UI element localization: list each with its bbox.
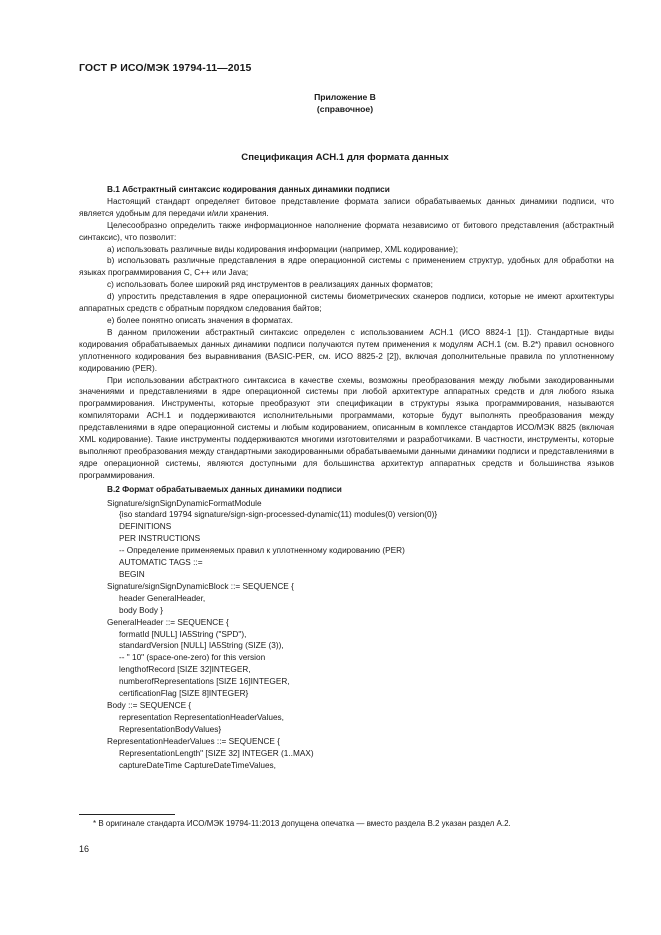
- code-line: body Body }: [119, 605, 164, 615]
- code-line: Signature/signSignDynamicFormatModule: [107, 498, 262, 508]
- subsection-heading-b2: В.2 Формат обрабатываемых данных динамики подписи: [107, 484, 342, 494]
- annex-type: (справочное): [316, 104, 374, 114]
- code-line: PER INSTRUCTIONS: [119, 534, 201, 544]
- code-line: AUTOMATIC TAGS ::=: [119, 558, 203, 568]
- code-line: captureDateTime CaptureDateTimeValues,: [119, 760, 276, 770]
- paragraph: При использовании абстрактного синтаксиса в качестве схемы, возможны преобразования между любыми закодированными значениями и представлениями в ядре операционной системы при любой архитектуре аппаратных средств и для любого языка программирования. Инструменты, которые преобразуют эти спецификации в структуры языка программирования, называются компиляторами АСН.1 и поддерживаются исполнительными программами, которые будут выполнять преобразования между представлениями в ядре операционной системы и любым кодированием, описанным в комплексе стандартов ИСО/МЭК 8825 (включая XML кодирование). Такие инструменты поддерживаются многими изготовителями и разработчиками. В частности, инструменты, которые выполняют преобразования между стандартными закодированными обрабатываемыми данными динамики подписи и представлениями в ядре операционной системы, являются доступными для большинства архитектур аппаратных средств и большинства языков программирования.: [79, 375, 614, 480]
- list-item: d) упростить представления в ядре операционной системы биометрических сканеров подписи, которые не имеют архитектуры аппаратных средств с обратным порядком следования байтов;: [79, 292, 614, 314]
- paragraph: Настоящий стандарт определяет битовое представление формата записи обрабатываемых данных динамики подписи, что является удобным для передачи и/или хранения.: [79, 196, 614, 218]
- list-item: e) более понятно описать значения в форматах.: [107, 315, 293, 325]
- code-line: numberofRepresentations [SIZE 16]INTEGER,: [119, 677, 290, 687]
- code-line: certificationFlag [SIZE 8]INTEGER}: [119, 689, 249, 699]
- code-line: RepresentationBodyValues}: [119, 724, 222, 734]
- code-line: RepresentationLength" [SIZE 32] INTEGER (1..MAX): [119, 748, 314, 758]
- list-item: c) использовать более широкий ряд инструментов в реализациях данных форматов;: [107, 280, 433, 290]
- standard-header: ГОСТ Р ИСО/МЭК 19794-11—2015: [79, 62, 252, 74]
- code-line: GeneralHeader ::= SEQUENCE {: [107, 617, 229, 627]
- annex-title: Приложение В: [314, 92, 376, 102]
- code-line: {iso standard 19794 signature/sign-sign-processed-dynamic(11) modules(0) version(0)}: [119, 510, 438, 520]
- paragraph: Целесообразно определить также информационное наполнение формата независимо от битового представления (абстрактный синтаксис), что позволит:: [79, 220, 614, 242]
- code-line: header GeneralHeader,: [119, 593, 206, 603]
- footnote-divider: [79, 814, 175, 815]
- code-line: DEFINITIONS: [119, 522, 172, 532]
- code-line: standardVersion [NULL] IA5String (SIZE (3)),: [119, 641, 284, 651]
- list-item: а) использовать различные виды кодирования информации (например, XML кодирование);: [107, 244, 459, 254]
- section-title: Спецификация АСН.1 для формата данных: [241, 152, 449, 163]
- paragraph: В данном приложении абстрактный синтаксис определен с использованием АСН.1 (ИСО 8824-1 [1]). Стандартные виды кодирования обрабатываемых данных динамики подписи получаются путем применения к модулям АСН.1 (см. В.2*) правил основного уплотненного кодирования без выравнивания (BASIC-PER, см. ИСО 8825-2 [2]), включая дополнительные правила по уплотненному кодированию (PER).: [79, 327, 614, 373]
- code-line: lengthofRecord [SIZE 32]INTEGER,: [119, 665, 251, 675]
- code-line: formatId [NULL] IA5String ("SPD"),: [119, 629, 247, 639]
- code-line: representation RepresentationHeaderValues,: [119, 712, 284, 722]
- code-line: Signature/signSignDynamicBlock ::= SEQUENCE {: [107, 581, 294, 591]
- page-number: 16: [79, 844, 90, 854]
- body-text: [79, 184, 614, 771]
- code-line: BEGIN: [119, 570, 145, 579]
- code-line: -- Определение применяемых правил к уплотненному кодированию (PER): [119, 546, 405, 556]
- footnote: * В оригинале стандарта ИСО/МЭК 19794-11:2013 допущена опечатка — вместо раздела В.2 указан раздел А.2.: [93, 819, 511, 828]
- subsection-heading-b1: В.1 Абстрактный синтаксис кодирования данных динамики подписи: [107, 185, 390, 194]
- code-line: -- " 10" (space-one-zero) for this version: [119, 653, 266, 663]
- list-item: b) использовать различные представления в ядре операционной системы с применением структур, удобных для обработки на языках программирования С, С++ или Java;: [79, 256, 614, 278]
- code-line: RepresentationHeaderValues ::= SEQUENCE {: [107, 736, 280, 746]
- code-line: Body ::= SEQUENCE {: [107, 700, 192, 710]
